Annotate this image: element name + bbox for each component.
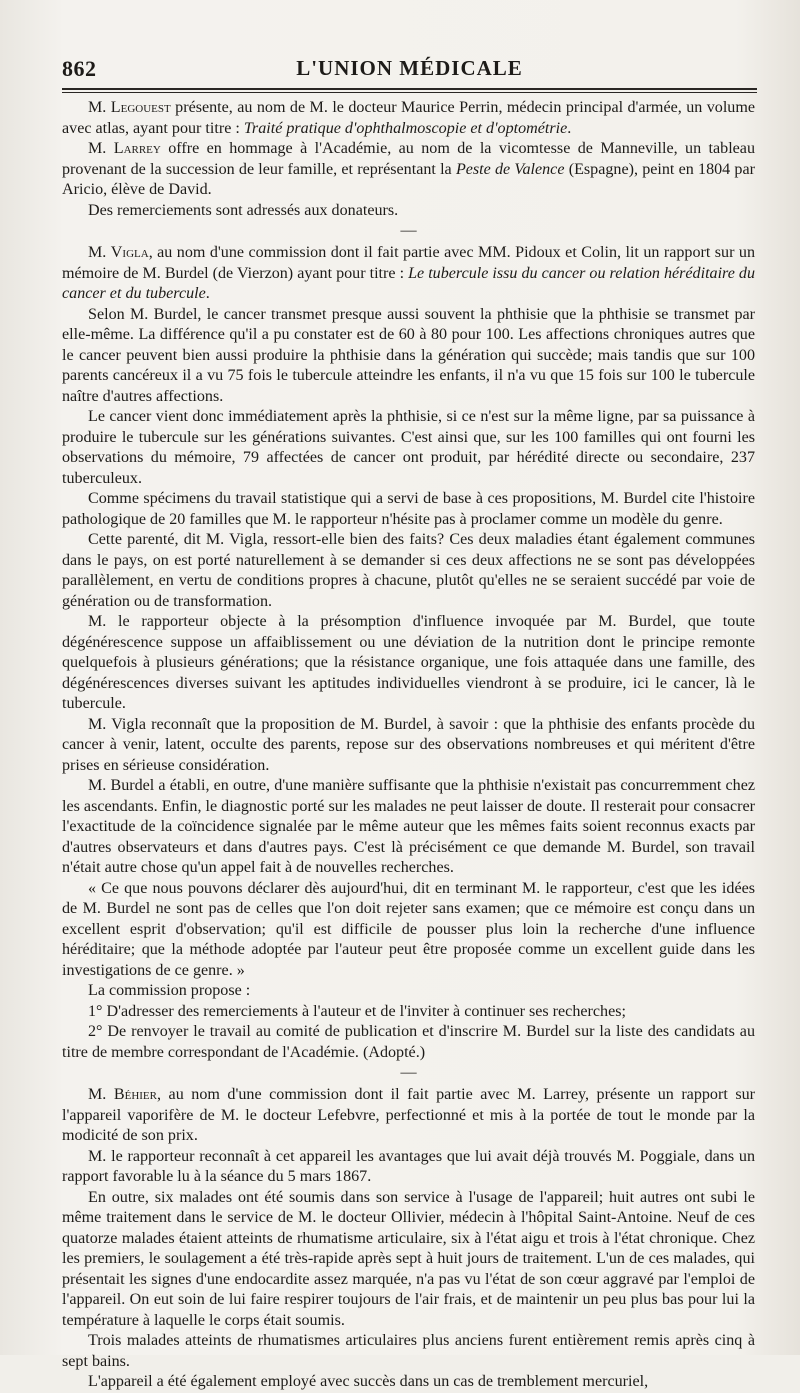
paragraph: Trois malades atteints de rhumatismes articulaires plus anciens furent entièrement remis après cinq à sept bains. [62, 1332, 755, 1370]
paragraph-legouest: M. Legouest présente, au nom de M. le docteur Maurice Perrin, médecin principal d'armée, un volume avec atlas, ayant pour titre : Traité pratique d'ophthalmoscopie et d'optométrie. [62, 99, 756, 137]
header-rule-thin [62, 92, 757, 93]
paragraph: M. Vigla reconnaît que la proposition de M. Burdel, à savoir : que la phthisie des enfants procède du cancer à venir, latent, occulte des parents, repose sur des observations nombreuses et qui méritent d'être prises en sérieuse considération. [62, 715, 755, 774]
paragraph: Le cancer vient donc immédiatement après la phthisie, si ce n'est sur la même ligne, par sa puissance à produire le tubercule sur les générations suivantes. C'est ainsi que, sur les 100 familles qui ont fourni les observations du mémoire, 79 affectées de cancer ont produit, par hérédité directe ou secondaire, 237 tuberculeux. [62, 408, 755, 487]
paragraph-quote: « Ce que nous pouvons déclarer dès aujourd'hui, dit en terminant M. le rapporteur, c'est que les idées de M. Burdel ne sont pas de celles que l'on doit rejeter sans examen; que ce mémoire est conçu dans un excellent esprit d'observation; qu'il est difficile de pousser plus loin la recherche d'une influence héréditaire; que la méthode adoptée par l'auteur peut être proposée comme un excellent guide dans les investigations de ce genre. » [62, 879, 755, 979]
paragraph: 1° D'adresser des remerciements à l'auteur et de l'inviter à continuer ses recherches; [88, 1002, 626, 1020]
body-text [62, 98, 755, 1393]
paragraph-behier: M. Béhier, au nom d'une commission dont il fait partie avec M. Larrey, présente un rapport sur l'appareil vaporifère de M. le docteur Lefebvre, perfectionné et mis à la portée de tout le monde par la modicité de son prix. [62, 1086, 755, 1144]
paragraph-vigla: M. Vigla, au nom d'une commission dont il fait partie avec MM. Pidoux et Colin, lit un rapport sur un mémoire de M. Burdel (de Vierzon) ayant pour titre : Le tubercule issu du cancer ou relation héréditaire du cancer et du tubercule. [62, 244, 755, 302]
paragraph: Comme spécimens du travail statistique qui a servi de base à ces propositions, M. Burdel cite l'histoire pathologique de 20 familles que M. le rapporteur n'hésite pas à proclamer comme un modèle du genre. [62, 490, 755, 528]
paragraph: En outre, six malades ont été soumis dans son service à l'usage de l'appareil; huit autres ont subi le même traitement dans le service de M. le docteur Ollivier, médecin à l'hôpital Saint-Antoine. Neuf de ces quatorze malades étaient atteints de rhumatisme articulaire, six à l'état aigu et trois à l'état chronique. Chez les premiers, le soulagement a été très-rapide après sept à huit jours de traitement. L'un de ces malades, qui présentait les signes d'une endocardite assez marquée, n'a pas vu l'état de son cœur aggravé par l'emploi de l'appareil. On eut soin de lui faire respirer toujours de l'air frais, et de maintenir un peu plus bas pour lui la température à laquelle le corps était soumis. [62, 1188, 755, 1329]
paragraph-larrey: M. Larrey offre en hommage à l'Académie, au nom de la vicomtesse de Manneville, un tableau provenant de la succession de leur famille, et représentant la Peste de Valence (Espagne), peint en 1804 par Aricio, élève de David. [62, 140, 755, 198]
paragraph: M. le rapporteur reconnaît à cet appareil les avantages que lui avait déjà trouvés M. Poggiale, dans un rapport favorable lu à la séance du 5 mars 1867. [62, 1147, 755, 1185]
speaker-name: Larrey [113, 140, 161, 157]
speaker-name: Legouest [110, 99, 171, 116]
section-separator: — [400, 222, 417, 239]
paragraph: M. Burdel a établi, en outre, d'une manière suffisante que la phthisie n'existait pas concurremment chez les ascendants. Enfin, le diagnostic porté sur les malades ne peut laisser de doute. Il resterait pour consacrer l'exactitude de la coïncidence signalée par le même auteur que les mêmes faits soient reconnus exacts par d'autres observateurs et dans d'autres pays. C'est là précisément ce que demande M. Burdel, son travail n'était autre chose qu'un appel fait à de nouvelles recherches. [62, 777, 755, 876]
memoir-title: Le tubercule issu du cancer ou relation héréditaire du cancer et du tubercule [62, 264, 755, 302]
paragraph: Des remerciements sont adressés aux donateurs. [88, 201, 399, 219]
paragraph: L'appareil a été également employé avec succès dans un cas de tremblement mercuriel, [88, 1373, 649, 1390]
speaker-name: Béhier [113, 1086, 157, 1103]
section-separator: — [400, 1064, 417, 1081]
page-header [62, 56, 757, 86]
paragraph: Selon M. Burdel, le cancer transmet presque aussi souvent la phthisie que la phthisie se transmet par elle-même. La différence qu'il a pu constater est de 60 à 80 pour 100. Les affections chroniques autres que le cancer peuvent bien aussi produire la phthisie dans la génération qui succède; mais tandis que sur 100 parents cancéreux il a vu 75 fois le tubercule atteindre les enfants, il n'a vu que 15 fois sur 100 le tubercule naître d'autres affections. [62, 305, 755, 405]
paragraph: M. le rapporteur objecte à la présomption d'influence invoquée par M. Burdel, que toute dégénérescence suppose un affaiblissement ou une déviation de la nutrition dont le principe remonte quelquefois à plusieurs générations; que la résistance organique, une fois attaquée dans une famille, des dégénérescences diverses suivant les aptitudes individuelles viendront à se produire, ici le cancer, là le tubercule. [62, 613, 755, 712]
paragraph: Cette parenté, dit M. Vigla, ressort-elle bien des faits? Ces deux maladies étant également communes dans le pays, on est porté naturellement à se demander si ces deux affections ne se sont pas développées parallèlement, en vertu de conditions propres à chacune, plutôt qu'elles ne se seraient succédé par voie de génération ou de transformation. [62, 531, 755, 610]
paragraph: 2° De renvoyer le travail au comité de publication et d'inscrire M. Burdel sur la liste des candidats au titre de membre correspondant de l'Académie. (Adopté.) [62, 1023, 755, 1061]
painting-title: Peste de Valence [455, 160, 565, 178]
running-title: L'UNION MÉDICALE [296, 56, 523, 80]
page-number: 862 [62, 56, 97, 81]
speaker-name: Vigla [110, 244, 149, 261]
paragraph: La commission propose : [88, 982, 251, 999]
header-rule [62, 88, 757, 90]
book-title: Traité pratique d'ophthalmoscopie et d'optométrie [243, 119, 568, 137]
